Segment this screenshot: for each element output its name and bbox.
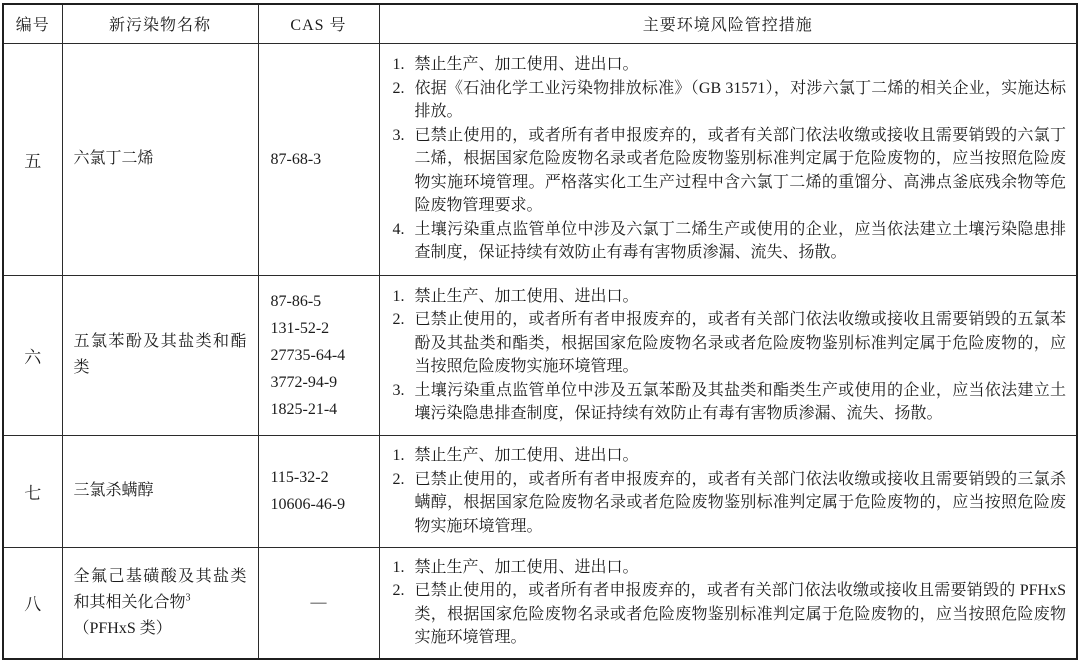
table-row: [3, 43, 1077, 275]
measure-number: 1.: [392, 447, 405, 464]
pollutant-name-cell: [62, 435, 258, 547]
col-header-name: 新污染物名称: [62, 4, 258, 43]
cas-list: [271, 464, 367, 518]
measure-text: 土壤污染重点监管单位中涉及六氯丁二烯生产或使用的企业，应当依法建立土壤污染隐患排查制度，保证持续有效防止有毒有害物质渗漏、流失、扬散。: [414, 220, 1066, 262]
measure-item: [393, 556, 1067, 580]
measure-text: 已禁止使用的，或者所有者申报废弃的，或者有关部门依法收缴或接收且需要销毁的三氯杀螨醇，根据国家危险废物名录或者危险废物鉴别标准判定属于危险废物的，应当按照危险废物实施环境管理。: [414, 470, 1066, 535]
cas-number: 131-52-2: [270, 319, 330, 337]
table-row: [3, 547, 1077, 659]
measure-text: 土壤污染重点监管单位中涉及五氯苯酚及其盐类和酯类生产或使用的企业，应当依法建立土壤污染隐患排查制度，保证持续有效防止有毒有害物质渗漏、流失、扬散。: [414, 381, 1066, 422]
row-number-cell: [3, 547, 62, 659]
pollutants-table: [2, 3, 1078, 660]
cas-cell: [258, 435, 379, 547]
measure-item: [393, 444, 1067, 468]
measure-item: [393, 53, 1067, 77]
cas-list: [271, 589, 367, 616]
measure-text: 禁止生产、加工使用、进出口。: [414, 287, 639, 305]
cas-list: [271, 146, 367, 173]
row-number: 八: [24, 595, 42, 615]
measure-text: 依据《石油化学工业污染物排放标准》（GB 31571），对涉六氯丁二烯的相关企业，实施达标排放。: [414, 79, 1066, 121]
measure-number: 1.: [392, 56, 405, 74]
measure-item: [393, 379, 1067, 426]
table-row: [3, 275, 1077, 435]
measures-list: [393, 556, 1067, 650]
col-header-measures: 主要环境风险管控措施: [379, 4, 1077, 43]
measures-list: [393, 285, 1067, 426]
cas-list: [271, 288, 367, 423]
col-header-cas: CAS 号: [258, 4, 379, 43]
pollutant-name: 六氯丁二烯: [73, 150, 154, 167]
measure-number: 1.: [392, 558, 405, 576]
measure-item: [393, 579, 1067, 650]
measure-text: 已禁止使用的，或者所有者申报废弃的，或者有关部门依法收缴或接收且需要销毁的五氯苯酚及其盐类和酯类，根据国家危险废物名录或者危险废物鉴别标准判定属于危险废物的，应当按照危险废物实施环境管理。: [414, 311, 1066, 375]
footnote-superscript: 3: [185, 592, 191, 604]
measures-cell: [379, 43, 1077, 275]
pollutant-name-cell: [62, 43, 258, 275]
table-row: [3, 435, 1077, 547]
row-number: 五: [24, 151, 42, 171]
cas-number: 115-32-2: [270, 469, 329, 486]
row-number: 七: [24, 483, 42, 503]
measure-text: 禁止生产、加工使用、进出口。: [414, 447, 639, 464]
measures-cell: [379, 547, 1077, 659]
measure-item: [393, 218, 1067, 265]
pollutant-name-cell: [62, 275, 258, 435]
measure-number: 3.: [392, 381, 405, 399]
cas-cell: [258, 547, 379, 659]
pollutant-name: 五氯苯酚及其盐类和酯类: [73, 333, 247, 376]
row-number-cell: [3, 275, 62, 435]
measures-cell: [379, 435, 1077, 547]
cas-number: 27735-64-4: [270, 346, 346, 364]
pollutant-name: 全氟己基磺酸及其盐类和其相关化合物: [73, 567, 247, 611]
cas-number: —: [310, 594, 327, 612]
measure-number: 2.: [392, 311, 405, 328]
measure-number: 1.: [392, 287, 405, 305]
cas-number: 1825-21-4: [270, 400, 338, 418]
measure-item: [393, 124, 1067, 218]
measures-list: [393, 444, 1067, 538]
row-number-cell: [3, 435, 62, 547]
measure-text: 禁止生产、加工使用、进出口。: [414, 558, 639, 576]
measure-item: [393, 308, 1067, 379]
measure-number: 2.: [392, 582, 405, 600]
pollutant-name: 三氯杀螨醇: [73, 482, 154, 499]
cas-number: 87-86-5: [270, 292, 322, 310]
measure-item: [393, 77, 1067, 124]
measure-number: 3.: [392, 126, 405, 144]
col-header-id: 编号: [3, 4, 62, 43]
cas-number: 3772-94-9: [270, 373, 338, 391]
cas-cell: [258, 43, 379, 275]
pollutant-name-note: （PFHxS 类）: [73, 619, 172, 637]
cas-number: 87-68-3: [270, 150, 322, 168]
measures-cell: [379, 275, 1077, 435]
row-number-cell: [3, 43, 62, 275]
measure-number: 2.: [392, 470, 405, 488]
measure-number: 4.: [392, 220, 405, 238]
cas-number: 10606-46-9: [270, 496, 346, 513]
header-row: [3, 4, 1077, 43]
cas-cell: [258, 275, 379, 435]
measures-list: [393, 53, 1067, 265]
measure-item: [393, 468, 1067, 539]
measure-number: 2.: [392, 79, 405, 97]
pollutant-name-cell: [62, 547, 258, 659]
measure-item: [393, 285, 1067, 309]
row-number: 六: [24, 347, 42, 367]
measure-text: 禁止生产、加工使用、进出口。: [414, 56, 639, 74]
measure-text: 已禁止使用的，或者所有者申报废弃的，或者有关部门依法收缴或接收且需要销毁的 PFHxS 类，根据国家危险废物名录或者危险废物鉴别标准判定属于危险废物的，应当按照危险废物实施环境管理。: [414, 582, 1066, 647]
measure-text: 已禁止使用的，或者所有者申报废弃的，或者有关部门依法收缴或接收且需要销毁的六氯丁二烯，根据国家危险废物名录或者危险废物鉴别标准判定属于危险废物的，应当按照危险废物实施环境管理。严格落实化工生产过程中含六氯丁二烯的重馏分、高沸点釜底残余物等危险废物管理要求。: [414, 126, 1066, 215]
